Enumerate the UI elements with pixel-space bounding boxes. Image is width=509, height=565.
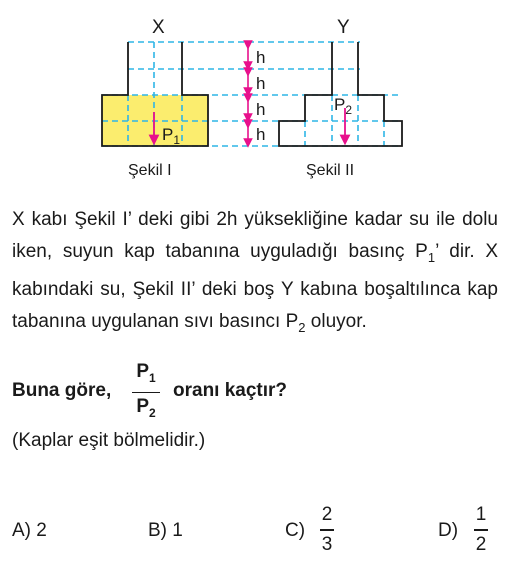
- option-c[interactable]: C): [285, 520, 306, 541]
- p2-label: $P_2$: [334, 95, 353, 117]
- caption-sekil-1: Şekil I: [128, 162, 172, 179]
- container-y: [279, 42, 402, 146]
- option-c-fraction: 2 3: [321, 504, 333, 555]
- question-fraction: $P_1$ $P_2$: [132, 362, 160, 423]
- question-prefix: Buna göre,: [12, 380, 112, 401]
- label-x: X: [152, 17, 165, 38]
- label-y: Y: [337, 17, 350, 38]
- option-d-fraction: 1 2: [475, 504, 487, 555]
- p1-label: $P_1$: [162, 125, 181, 147]
- question-suffix: oranı kaçtır?: [173, 380, 288, 401]
- problem-paragraph: X kabı Şekil I’ deki gibi 2h yüksekliğine kadar su ile dolu iken, suyun kap tabanına uyguladığı basınç $P_1$’ dir. X kabındaki su, Şekil II’ deki boş Y kabına boşaltılınca kap tabanına uygulanan sıvı basıncı $P_2$ oluyor.: [12, 209, 498, 335]
- h-label-1: h: [256, 48, 266, 67]
- option-a[interactable]: A) 2: [12, 520, 47, 541]
- option-b[interactable]: B) 1: [148, 520, 183, 541]
- option-d[interactable]: D): [438, 520, 459, 541]
- physics-figure: [0, 0, 509, 185]
- h-label-3: h: [256, 100, 266, 119]
- caption-sekil-2: Şekil II: [306, 162, 355, 179]
- h-label-4: h: [256, 125, 266, 144]
- h-label-2: h: [256, 74, 266, 93]
- note: (Kaplar eşit bölmelidir.): [12, 430, 206, 451]
